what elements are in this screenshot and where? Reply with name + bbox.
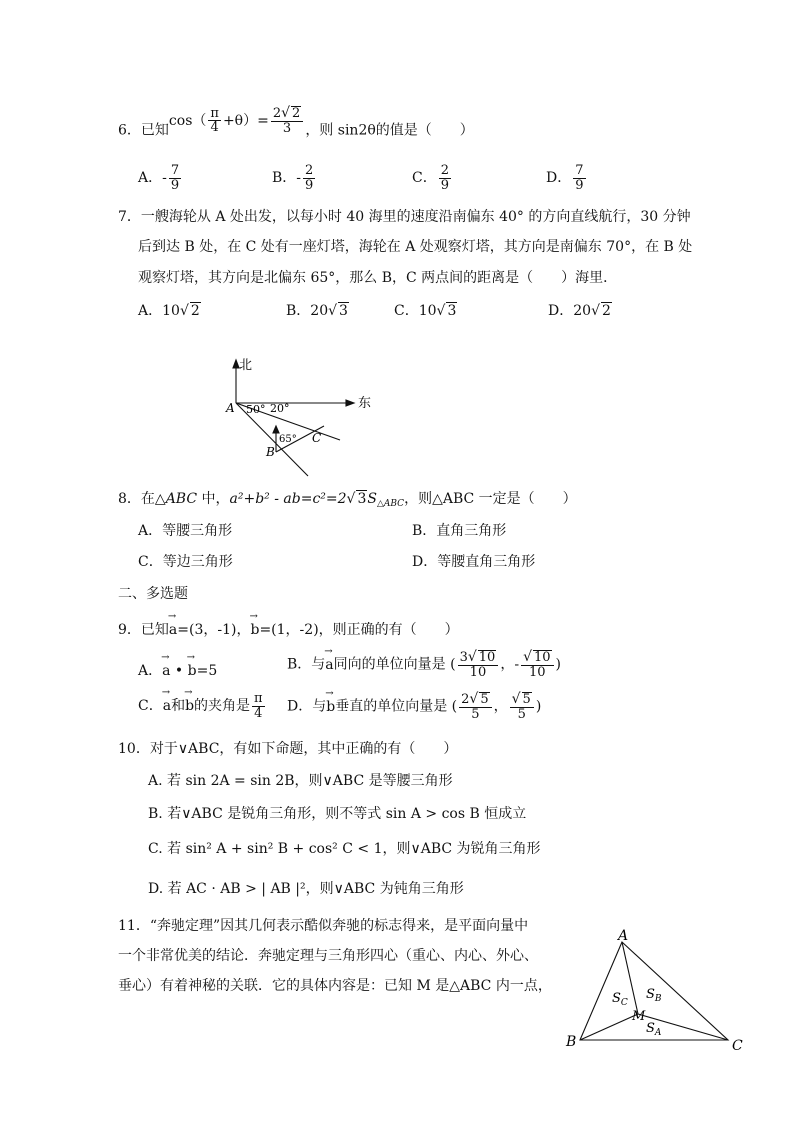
- pi: π: [210, 105, 219, 121]
- q9-stem: [118, 619, 459, 639]
- close: ): [555, 656, 561, 673]
- q8-option-a: A．等腰三角形: [138, 523, 233, 539]
- den: 5: [471, 706, 480, 722]
- radicand: 2: [601, 303, 611, 319]
- radical-sign: √: [436, 303, 446, 319]
- frac: [252, 692, 265, 720]
- q8-stem: [118, 488, 577, 509]
- sign: -: [162, 170, 167, 187]
- label: B．: [272, 170, 297, 187]
- vector-a: → a: [325, 657, 333, 673]
- den: 4: [254, 705, 263, 721]
- radicand: 10: [533, 650, 551, 665]
- area-subscript: △ABC: [376, 499, 405, 509]
- vector-b: → b: [188, 663, 197, 679]
- q11-line-3: 垂心）有着神秘的关联．它的具体内容是：已知 M 是△ABC 内一点，: [118, 978, 552, 994]
- label: A．: [138, 663, 163, 679]
- q10-option-d: D. 若 AC · AB > | AB |²，则∨ABC 为钝角三角形: [148, 881, 464, 897]
- frac: [439, 164, 451, 192]
- q8-option-d: D．等腰直角三角形: [412, 554, 536, 570]
- q7-line-2: 后到达 B 处，在 C 处有一座灯塔，海轮在 A 处观察灯塔，其方向是南偏东 70°，在 B 处: [138, 239, 693, 255]
- q9-option-b: [287, 650, 561, 679]
- den: 9: [170, 177, 180, 193]
- radicand: 5: [480, 692, 489, 707]
- q7-navigation-figure: [220, 352, 380, 478]
- vertex-c-label: C: [732, 1038, 743, 1054]
- sa-s: S: [646, 1021, 655, 1036]
- coef: 20: [573, 303, 592, 319]
- num: 2: [440, 163, 449, 178]
- q6-option-d: [546, 164, 588, 192]
- point-a-label: A: [226, 401, 235, 415]
- comma: ，: [493, 698, 508, 715]
- den: 5: [517, 706, 526, 722]
- q10-stem: 10．对于∨ABC，有如下命题，其中正确的有（ ）: [118, 741, 458, 757]
- radical-sign: √: [511, 691, 521, 707]
- radicand: 10: [478, 650, 496, 665]
- q8-option-c: C．等边三角形: [138, 554, 233, 570]
- east-label: 东: [358, 396, 372, 411]
- q10-option-b: B. 若∨ABC 是锐角三角形，则不等式 sin A > cos B 恒成立: [148, 806, 527, 822]
- point-m-label: M: [632, 1009, 646, 1024]
- sign: -: [296, 170, 302, 187]
- segment-bm: [580, 1014, 638, 1040]
- radicand: 3: [339, 303, 348, 319]
- point-b-label: B: [266, 445, 275, 459]
- radical-sign: √: [591, 303, 600, 319]
- coef: 20: [310, 303, 329, 319]
- q7-option-a: [138, 300, 201, 320]
- radical-sign: √: [179, 303, 189, 319]
- q7-line-1: 7．一艘海轮从 A 处出发，以每小时 40 海里的速度沿南偏东 40° 的方向直线航行，30 分钟: [118, 209, 691, 225]
- vector-b: → b: [326, 699, 335, 715]
- angle-50-label: 50°: [246, 403, 266, 416]
- sb-s: S: [646, 987, 655, 1002]
- label: B．与: [287, 656, 326, 673]
- q6-prefix: 6．已知: [118, 122, 169, 139]
- north-label: 北: [239, 358, 253, 373]
- vertex-a-label: A: [618, 928, 629, 944]
- cos-word: cos: [168, 112, 193, 129]
- paren: （: [192, 112, 207, 129]
- num: 2: [305, 163, 314, 178]
- q7-option-c: [394, 300, 457, 320]
- four: 4: [210, 120, 219, 136]
- radical-sign: √: [328, 303, 338, 319]
- east-arrowhead: [346, 400, 354, 406]
- q11-line-2: 一个非常优美的结论．奔驰定理与三角形四心（重心、内心、外心、: [118, 948, 538, 964]
- den: 10: [529, 664, 546, 680]
- vector-b: → b: [250, 622, 259, 638]
- den: 9: [575, 177, 584, 193]
- label: C．: [412, 170, 437, 187]
- radical-sign: √: [469, 691, 479, 707]
- question-6-stem: [118, 105, 474, 145]
- pi-over-4: [208, 107, 221, 135]
- point-c-label: C: [312, 431, 322, 445]
- area-sb-label: [646, 987, 662, 1004]
- num: π: [254, 691, 263, 706]
- theta-part: +θ）=: [222, 112, 269, 129]
- coef: 2: [461, 692, 470, 707]
- vector-b-value: =(1，-2)，则正确的有（ ）: [259, 622, 459, 638]
- radical-sign: √: [523, 649, 532, 665]
- section-heading-multiple-choice: 二、多选题: [118, 586, 188, 602]
- frac-2: [521, 650, 553, 679]
- vector-a: → a: [169, 622, 177, 638]
- sc-sub: C: [620, 998, 628, 1008]
- sb-sub: B: [654, 994, 662, 1004]
- q10-option-a: A. 若 sin 2A = sin 2B，则∨ABC 是等腰三角形: [148, 773, 453, 789]
- num: 7: [170, 163, 180, 178]
- q6-suffix: ，则 sin2θ的值是（ ）: [305, 122, 474, 139]
- radicand: 2: [190, 303, 200, 319]
- num: 7: [575, 163, 584, 178]
- label: D．: [548, 303, 574, 319]
- vector-a: → a: [162, 663, 170, 679]
- radicand: 3: [447, 303, 457, 319]
- mid-text: 同向的单位向量是 (: [333, 656, 456, 673]
- suffix: ，则△ABC 一定是（ ）: [404, 491, 577, 507]
- q8-option-b: B．直角三角形: [412, 523, 507, 539]
- sa-sub: A: [654, 1028, 662, 1038]
- vector-b: → b: [185, 698, 194, 714]
- num: [521, 650, 553, 666]
- area-sa-label: [646, 1021, 662, 1038]
- rhs-num: [271, 106, 303, 122]
- label: A．: [138, 303, 163, 319]
- label: C．: [394, 303, 419, 319]
- radicand: 3: [357, 491, 367, 507]
- rhs-coef: 2: [272, 106, 282, 121]
- label: D．与: [287, 698, 327, 715]
- coef: 3: [459, 650, 468, 665]
- q6-cos: [168, 105, 305, 136]
- q9-option-d: [287, 692, 541, 721]
- label: B．: [286, 303, 311, 319]
- rhs-radicand: 2: [292, 106, 301, 121]
- q9-option-c: [138, 692, 267, 720]
- area-sc-label: [612, 991, 628, 1008]
- prefix: 9．已知: [118, 622, 169, 638]
- coef: 10: [162, 303, 180, 319]
- rhs-den: 3: [282, 120, 292, 136]
- q6-option-b: [272, 164, 317, 192]
- equation: a²+b² - ab=c²=2: [229, 491, 347, 507]
- q9-option-a: [138, 660, 217, 680]
- vector-a: → a: [163, 698, 171, 714]
- angle-65-label: 65°: [279, 434, 297, 445]
- q7-line-3: 观察灯塔，其方向是北偏东 65°，那么 B，C 两点间的距离是（ ）海里．: [138, 270, 618, 286]
- rhs-frac: [271, 106, 303, 135]
- q6-option-c: [412, 164, 453, 192]
- radical-sign: √: [281, 105, 291, 121]
- q7-option-b: [286, 300, 349, 320]
- dot: •: [170, 663, 188, 679]
- vertex-b-label: B: [566, 1034, 577, 1050]
- den: 10: [469, 664, 487, 680]
- angle-20-label: 20°: [270, 402, 290, 415]
- label: D．: [546, 170, 572, 187]
- radical-sign: √: [467, 649, 477, 665]
- q10-option-c: C. 若 sin² A + sin² B + cos² C < 1，则∨ABC 为锐角三角形: [148, 841, 541, 857]
- label: A．: [138, 170, 163, 187]
- den: 9: [305, 177, 314, 193]
- vector-a-value: =(3，-1)，: [177, 622, 251, 638]
- num: [458, 650, 499, 666]
- frac: [169, 164, 181, 192]
- sc-s: S: [612, 991, 621, 1006]
- q7-option-d: [548, 300, 612, 320]
- den: 9: [440, 177, 449, 193]
- q11-line-1: 11．“奔驰定理”因其几何表示酷似奔驰的标志得来，是平面向量中: [118, 918, 529, 934]
- frac-2: [510, 692, 534, 721]
- q6-option-a: [138, 164, 183, 192]
- num: [459, 692, 491, 708]
- mid-text: 的夹角是: [194, 698, 251, 715]
- num: [510, 692, 534, 708]
- value: =5: [196, 663, 218, 679]
- prefix: 8．在△: [118, 491, 166, 507]
- label: C．: [138, 698, 163, 715]
- area-symbol: S: [367, 491, 377, 507]
- frac: [303, 164, 315, 192]
- q11-benz-figure: [560, 928, 750, 1058]
- close: ): [535, 698, 542, 715]
- frac-1: [459, 692, 491, 721]
- and: 和: [171, 698, 186, 715]
- mid-text: 垂直的单位向量是 (: [335, 698, 458, 715]
- comma: ，-: [500, 656, 520, 673]
- frac: [573, 164, 585, 192]
- mid: 中，: [197, 491, 230, 507]
- coef: 10: [418, 303, 437, 319]
- north-at-b-arrowhead: [273, 426, 279, 433]
- frac-1: [458, 650, 499, 679]
- radical-sign: √: [346, 491, 356, 507]
- triangle-name: ABC: [165, 491, 198, 507]
- radicand: 5: [522, 692, 531, 707]
